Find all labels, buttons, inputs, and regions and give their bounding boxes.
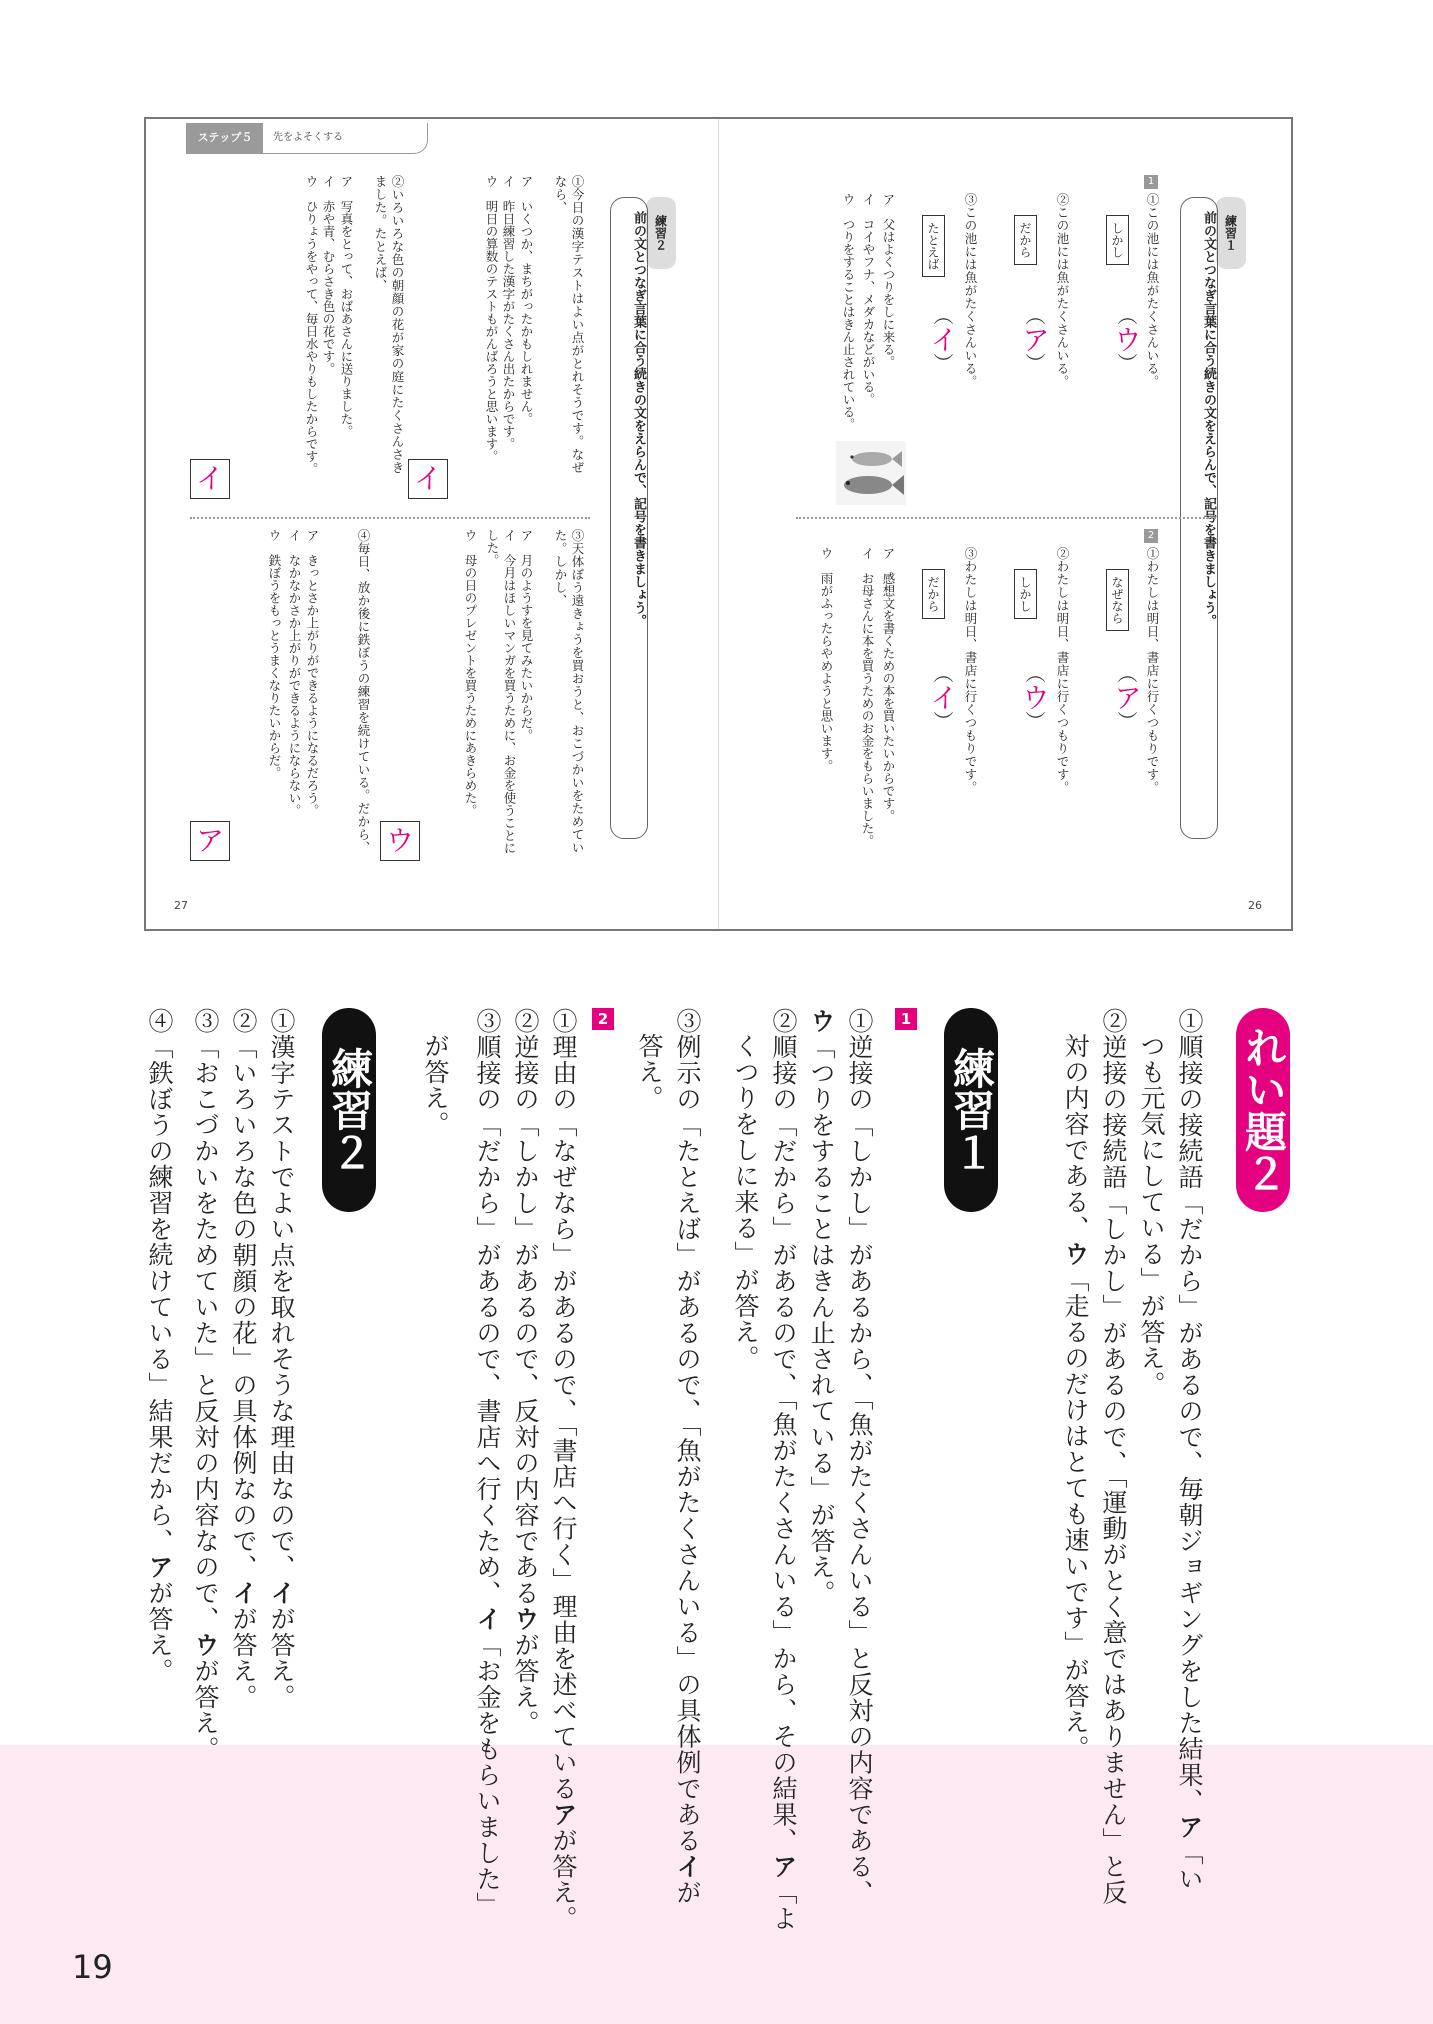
renshu1-line-10: が答え。 xyxy=(421,1033,450,1137)
r1-divider xyxy=(796,517,1216,519)
r1-s2-q3-word: だから xyxy=(922,569,945,619)
r2-q3-answer: ウ xyxy=(380,821,420,861)
step-label: ステップ５ xyxy=(187,123,263,153)
answer-kana: ア xyxy=(1175,1814,1204,1840)
answer-kana: ウ xyxy=(1061,1241,1090,1267)
answer-kana: イ xyxy=(673,1853,702,1880)
renshu1-line-6: 答え。 xyxy=(635,1033,664,1111)
text: 対の内容である、 xyxy=(1061,1033,1090,1241)
reidai2-line-1 xyxy=(1170,1008,1208,1892)
text: が答え。 xyxy=(511,1632,540,1736)
renshu1-line-5 xyxy=(668,1008,706,1906)
text: が xyxy=(673,1879,702,1906)
text: 「走るのだけはとても速いです」が答え。 xyxy=(1061,1267,1090,1761)
r1-s1-q3-word: たとえば xyxy=(922,215,945,277)
answer-kana: イ xyxy=(267,1580,296,1606)
r2-q1-opt-b: イ 昨日練習した漢字がたくさん出たからです。 xyxy=(501,175,516,450)
renshu1-sec2-tag: 2 xyxy=(592,1008,614,1030)
text: 「つりをすることはきん止されている」が答え。 xyxy=(807,1034,836,1606)
r2-q3-opt-b: イ 今月はほしいマンガを買うために、お金を使うことにした。 xyxy=(485,529,517,854)
answer-kana: ア xyxy=(769,1853,798,1880)
renshu1-badge: 練習１ xyxy=(944,1008,998,1212)
renshu1-sec1-tag: 1 xyxy=(895,1008,917,1030)
folio-right: 26 xyxy=(1248,899,1262,912)
r1-s2-q2-blank: （ウ） xyxy=(1018,663,1051,731)
text: が答え。 xyxy=(549,1827,578,1932)
renshu2-line-1 xyxy=(262,1008,300,1710)
r1-sec1-tag: 1 xyxy=(1144,175,1158,189)
r2-q4-opt-b: イ なかなかさか上がりができるようにならない。 xyxy=(287,529,302,817)
answer-kana: ウ xyxy=(807,1008,836,1034)
r1-s1-q1-word: しかし xyxy=(1106,215,1129,265)
renshu2-badge: 練習２ xyxy=(322,1008,376,1212)
renshu1-line-4: くつりをしに来る」が答え。 xyxy=(731,1033,760,1371)
r2-divider xyxy=(190,517,590,519)
r1-s1-opt-a: ア 父はよくつりをしに来る。 xyxy=(881,193,896,368)
r2-q4-answer: ア xyxy=(190,821,230,861)
reidai2-line-3: ②逆接の接続語「しかし」があるので、「運動がとく意ではありません」と反 xyxy=(1099,1008,1128,1906)
renshu2-heading: 前の文とつなぎ言葉に合う続きの文をえらんで、記号を書きましょう。 xyxy=(631,211,646,627)
renshu2-line-3 xyxy=(186,1008,224,1762)
r1-s1-q1-answer: ウ xyxy=(1110,325,1143,353)
r1-s1-q1: ①この池には魚がたくさんいる。 xyxy=(1145,193,1160,388)
r1-s2-q1-word: なぜなら xyxy=(1106,569,1129,631)
answer-kana: ウ xyxy=(191,1632,220,1658)
renshu1-line-1: ①逆接の「しかし」があるから、「魚がたくさんいる」と反対の内容である、 xyxy=(845,1008,874,1906)
r2-q3-opt-a: ア 月のようすを見てみたいからだ。 xyxy=(519,529,534,742)
renshu1-line-3 xyxy=(764,1008,802,1932)
fish-illustration xyxy=(836,441,906,505)
text: ①漢字テストでよい点を取れそうな理由なので、 xyxy=(267,1008,296,1580)
text: ③例示の「たとえば」があるので、「魚がたくさんいる」の具体例である xyxy=(673,1008,702,1854)
r2-q1-opt-c: ウ 明日の算数のテストもがんばろうと思います。 xyxy=(484,175,499,463)
r1-s1-q1-blank: （ウ） xyxy=(1110,305,1143,373)
answer-kana: ア xyxy=(549,1801,578,1828)
renshu1-line-2 xyxy=(802,1008,840,1606)
text: ③順接の「だから」があるので、書店へ行くため、 xyxy=(473,1008,502,1606)
r2-q2-opt-c: ウ ひりょうをやって、毎日水やりもしたからです。 xyxy=(304,175,319,475)
r2-q4-opt-a: ア きっとさか上がりができるようになるだろう。 xyxy=(305,529,320,817)
reidai2-line-4 xyxy=(1056,1033,1094,1761)
reidai2-line-2: つも元気にしている」が答え。 xyxy=(1137,1033,1166,1397)
r1-s2-q2-word: しかし xyxy=(1014,569,1037,619)
r1-s2-opt-c: ウ 雨がふったらやめようと思います。 xyxy=(819,547,834,772)
text: ①理由の「なぜなら」があるので、「書店へ行く」理由を述べている xyxy=(549,1008,578,1802)
r1-s2-q1-answer: ア xyxy=(1110,683,1143,711)
text: ②順接の「だから」があるので、「魚がたくさんいる」から、その結果、 xyxy=(769,1008,798,1854)
r1-s1-q3-answer: イ xyxy=(926,325,959,353)
step-tab xyxy=(186,123,428,154)
workbook-spread xyxy=(144,117,1293,931)
text: ①順接の接続語「だから」があるので、毎朝ジョギングをした結果、 xyxy=(1175,1008,1204,1814)
r2-q2-opt-b: イ 赤や青、むらさき色の花です。 xyxy=(321,175,336,375)
r1-s2-opt-b: イ お母さんに本を買うためのお金をもらいました。 xyxy=(860,547,875,847)
text: ④「鉄ぼうの練習を続けている」結果だから、 xyxy=(145,1008,174,1554)
renshu1-heading: 前の文とつなぎ言葉に合う続きの文をえらんで、記号を書きましょう。 xyxy=(1201,211,1216,627)
text: が答え。 xyxy=(229,1606,258,1710)
renshu1-line-8 xyxy=(506,1008,544,1736)
renshu2-line-2 xyxy=(224,1008,262,1710)
r2-q3-opt-c: ウ 母の日のプレゼントを買うためにあきらめた。 xyxy=(463,529,478,817)
r1-s2-opt-a: ア 感想文を書くための本を買いたいからです。 xyxy=(881,547,896,822)
r1-s1-q2-answer: ア xyxy=(1018,325,1051,353)
text: 「お金をもらいました」 xyxy=(473,1632,502,1918)
r1-s2-q1: ①わたしは明日、書店に行くつもりです。 xyxy=(1145,547,1160,794)
text: 「い xyxy=(1175,1840,1204,1892)
pink-band xyxy=(0,1745,1433,2024)
r1-s1-q2-blank: （ア） xyxy=(1018,305,1051,373)
r1-s2-q3-answer: イ xyxy=(926,683,959,711)
r1-s2-q3: ③わたしは明日、書店に行くつもりです。 xyxy=(963,547,978,794)
text: ③「おこづかいをためていた」と反対の内容なので、 xyxy=(191,1008,220,1632)
text: ②「いろいろな色の朝顔の花」の具体例なので、 xyxy=(229,1008,258,1580)
text: が答え。 xyxy=(145,1580,174,1684)
r1-sec2-tag: 2 xyxy=(1144,529,1158,543)
r1-s1-q3-blank: （イ） xyxy=(926,305,959,373)
text: が答え。 xyxy=(191,1658,220,1762)
answer-kana: ア xyxy=(145,1554,174,1580)
r2-q4-opt-c: ウ 鉄ぼうをもっとうまくなりたいからだ。 xyxy=(267,529,282,779)
renshu1-line-7 xyxy=(544,1008,582,1932)
r1-s2-q2-answer: ウ xyxy=(1018,683,1051,711)
answer-kana: イ xyxy=(229,1580,258,1606)
r1-s1-opt-b: イ コイやフナ、メダカなどがいる。 xyxy=(861,193,876,406)
text: ②逆接の「しかし」があるので、反対の内容である xyxy=(511,1008,540,1606)
step-title: 先をよそくする xyxy=(273,132,343,143)
r1-s1-q2-word: だから xyxy=(1014,215,1037,265)
text: が答え。 xyxy=(267,1606,296,1710)
reidai2-badge: れい題２ xyxy=(1236,1008,1290,1212)
r1-s1-q2: ②この池には魚がたくさんいる。 xyxy=(1055,193,1070,388)
page-number: 19 xyxy=(72,1948,113,1986)
r1-s1-opt-c: ウ つりをすることはきん止されている。 xyxy=(841,193,856,431)
r2-q4: ④毎日、放か後に鉄ぼうの練習を続けている。だから、 xyxy=(356,529,371,854)
r2-q2-answer: イ xyxy=(190,459,230,499)
answer-kana: ウ xyxy=(511,1606,540,1632)
renshu1-tab: 練習１ xyxy=(1216,197,1246,269)
r1-s2-q2: ②わたしは明日、書店に行くつもりです。 xyxy=(1055,547,1070,794)
r2-q1-opt-a: ア いくつか、まちがったかもしれません。 xyxy=(519,175,534,425)
r2-q1-answer: イ xyxy=(408,459,448,499)
r1-s2-q1-blank: （ア） xyxy=(1110,663,1143,731)
r2-q2-opt-a: ア 写真をとって、おばあさんに送りました。 xyxy=(339,175,354,438)
renshu2-tab: 練習２ xyxy=(646,197,676,269)
renshu1-line-9 xyxy=(468,1008,506,1918)
renshu2-line-4 xyxy=(140,1008,178,1684)
spine-divider xyxy=(718,119,719,929)
r2-q2: ②いろいろな色の朝顔の花が家の庭にたくさんさきました。たとえば、 xyxy=(373,175,405,474)
answer-kana: イ xyxy=(473,1606,502,1632)
r2-q1: ①今日の漢字テストはよい点がとれそうです。なぜなら、 xyxy=(553,175,585,474)
text: 「よ xyxy=(769,1879,798,1932)
r1-s2-q3-blank: （イ） xyxy=(926,663,959,731)
r1-s1-q3: ③この池には魚がたくさんいる。 xyxy=(963,193,978,388)
folio-left: 27 xyxy=(174,899,188,912)
r2-q3: ③天体ぼう遠きょうを買おうと、おこづかいをためていた。しかし、 xyxy=(553,529,585,854)
